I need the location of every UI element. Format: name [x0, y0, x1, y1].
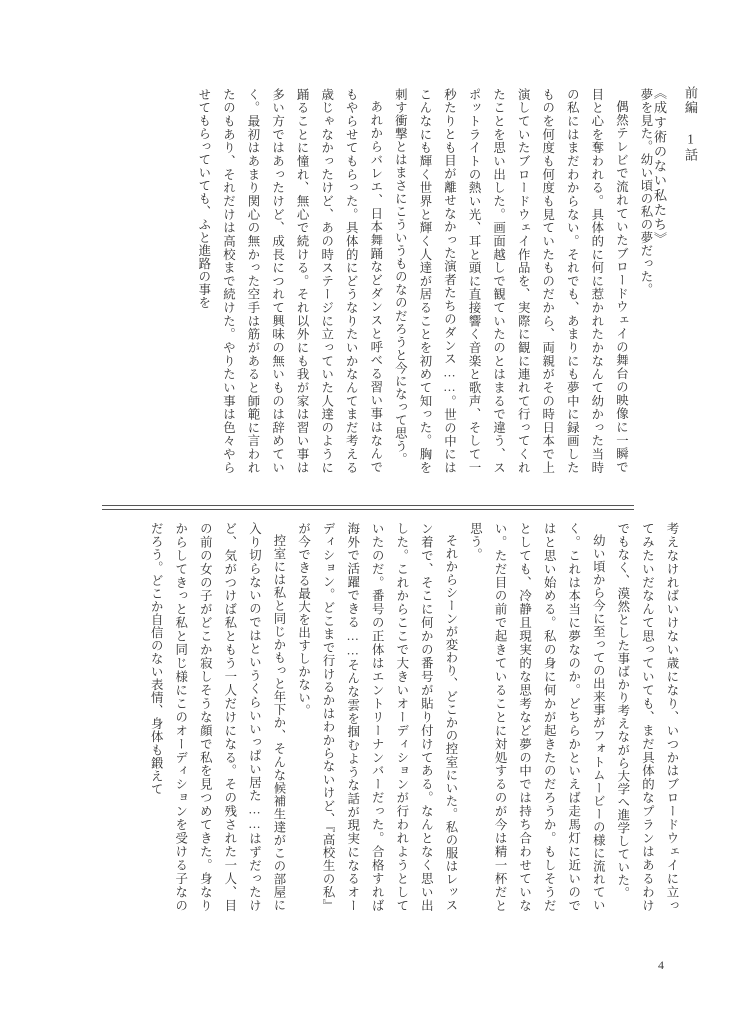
paragraph: 控室には私と同じかもっと年下か、そんな候補生達がこの部屋に入り切らないのではというくらいいっぱい居た……はずだったけど、気がつけば私ともう一人だけになる。その残された一人、目の前の女の子がどこか寂しそうな顔で私を見つめてきた。身なりからしてきっと私と同じ様にこのオーディションを受ける子なのだろう。どこか自信のない表情、身体も鍛えて	[149, 522, 286, 912]
paragraph: あれからバレエ、日本舞踊などダンスと呼べる習い事はなんでもやらせてもらった。具体的にどうなりたいかなんてまだ考える歳じゃなかったけど、あの時ステージに立っていた人達のように踊ることに憧れ、無心で続ける。それ以外にも我が家は習い事は多い方ではあったけど、成長につれて興味の無いものは辞めていく。最初はあまり関心の無かった空手は筋があると師範に言われたのもあり、それだけは高校まで続けた。やりたい事は色々やらせてもらっていても、ふと進路の事を	[196, 88, 383, 474]
lower-text-block	[104, 522, 684, 912]
upper-text-block	[168, 88, 658, 474]
paragraph: 考えなければいけない歳になり、いつかはブロードウェイに立ってみたいだなんて思っていても、まだ具体的なプランはあるわけでもなく、漠然とした事ばかり考えながら大学へ進学していた。	[615, 522, 679, 912]
paragraph: 偶然テレビで流れていたブロードウェイの舞台の映像に一瞬で目と心を奪われる。具体的に何に惹かれたかなんて幼かった当時の私にはまだわからない。それでも、あまりにも夢中に録画したものを何度も何度も見ていたものだから、両親がその時日本で上演していたブロードウェイ作品を、実際に観に連れて行ってくれたことを思い出した。画面越しで観ていたのとはまるで違う、スポットライトの熱い光、耳と頭に直接響く音楽と歌声、そして一秒たりとも目が離せなかった演者たちのダンス……。世の中にはこんなにも輝く世界と輝く人達が居ることを初めて知った。胸を刺す衝撃とはまさにこういうものなのだろうと今になって思う。	[393, 88, 629, 474]
paragraph: 夢を見た。幼い頃の私の夢だった。	[639, 88, 653, 297]
paragraph: それからシーンが変わり、どこかの控室にいた。私の服はレッスン着で、そこに何かの番号が貼り付けてある。なんとなく思い出した。これからここで大きいオーディションが行われようとしていたのだ。番号の正体はエントリーナンバーだった。合格すれば海外で活躍できる……そんな雲を掴むような話が現実になるオーディション。どこまで行けるかはわからないけど、『高校生の私』が今できる最大を出すしかない。	[296, 522, 458, 912]
chapter-title: 《成す術のない私たち》	[651, 86, 667, 247]
paragraph: 幼い頃から今に至っての出来事がフォトムービーの様に流れていく。これは本当に夢なのか。どちらかといえば走馬灯に近いのではと思い始める。私の身に何かが起きたのだろうか。もしそうだとしても、冷静且現実的な思考など夢の中では持ち合わせていない。ただ目の前で起きていることに対処するのが今は精一杯だと思う。	[468, 522, 606, 912]
section-divider	[102, 505, 634, 510]
chapter-label: 前編 1話	[683, 86, 698, 163]
page-number: 4	[658, 958, 664, 972]
